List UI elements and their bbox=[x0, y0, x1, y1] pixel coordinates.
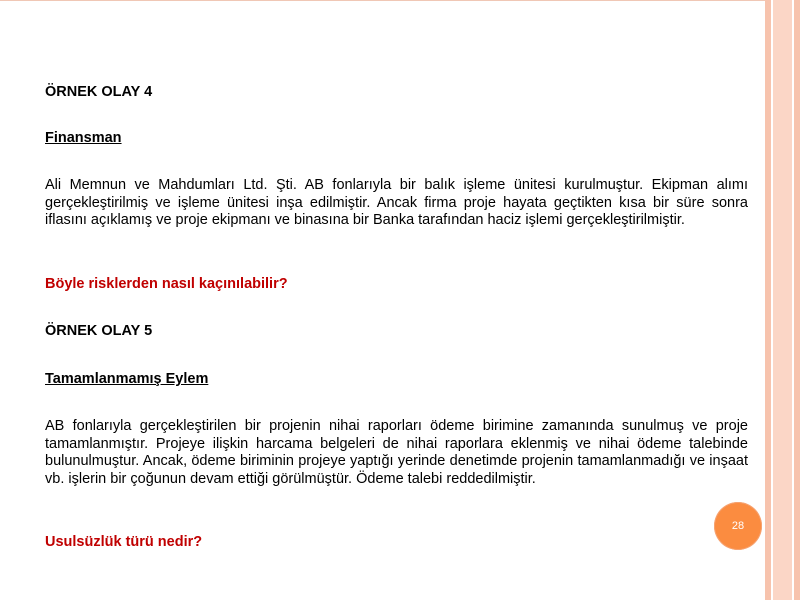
case4-subtitle: Finansman bbox=[45, 130, 122, 146]
case4-title: ÖRNEK OLAY 4 bbox=[45, 84, 153, 100]
case4-question: Böyle risklerden nasıl kaçınılabilir? bbox=[45, 276, 288, 292]
case5-subtitle: Tamamlanmamış Eylem bbox=[45, 371, 209, 387]
decorative-stripe bbox=[773, 0, 792, 600]
page-number-badge: 28 bbox=[714, 502, 762, 550]
top-border-line bbox=[0, 0, 765, 1]
case4-paragraph: Ali Memnun ve Mahdumları Ltd. Şti. AB fonlarıyla bir balık işleme ünitesi kurulmuştur. Ekipman alımı gerçekleştirilmiş ve işleme ünitesi inşa edilmiştir. Ancak firma proje hayata geçtikten kısa bir süre sonra iflasını açıklamış ve proje ekipmanı ve binasına bir Banka tarafından haciz işlemi gerçekleştirilmiştir. bbox=[45, 177, 748, 228]
case5-paragraph: AB fonlarıyla gerçekleştirilen bir projenin nihai raporları ödeme birimine zamanında sunulmuş ve proje tamamlanmıştır. Projeye ilişkin harcama belgeleri de nihai raporlara eklenmiş ve nihai ödeme talebinde bulunulmuştur. Ancak, ödeme biriminin projeye yaptığı yerinde denetimde projenin tamamlanmadığı ve inşaat vb. işlerin bir çoğunun devam ettiği görülmüştür. Ödeme talebi reddedilmiştir. bbox=[45, 418, 748, 487]
decorative-stripe bbox=[794, 0, 800, 600]
case5-title: ÖRNEK OLAY 5 bbox=[45, 323, 153, 339]
case5-question: Usulsüzlük türü nedir? bbox=[45, 534, 203, 550]
